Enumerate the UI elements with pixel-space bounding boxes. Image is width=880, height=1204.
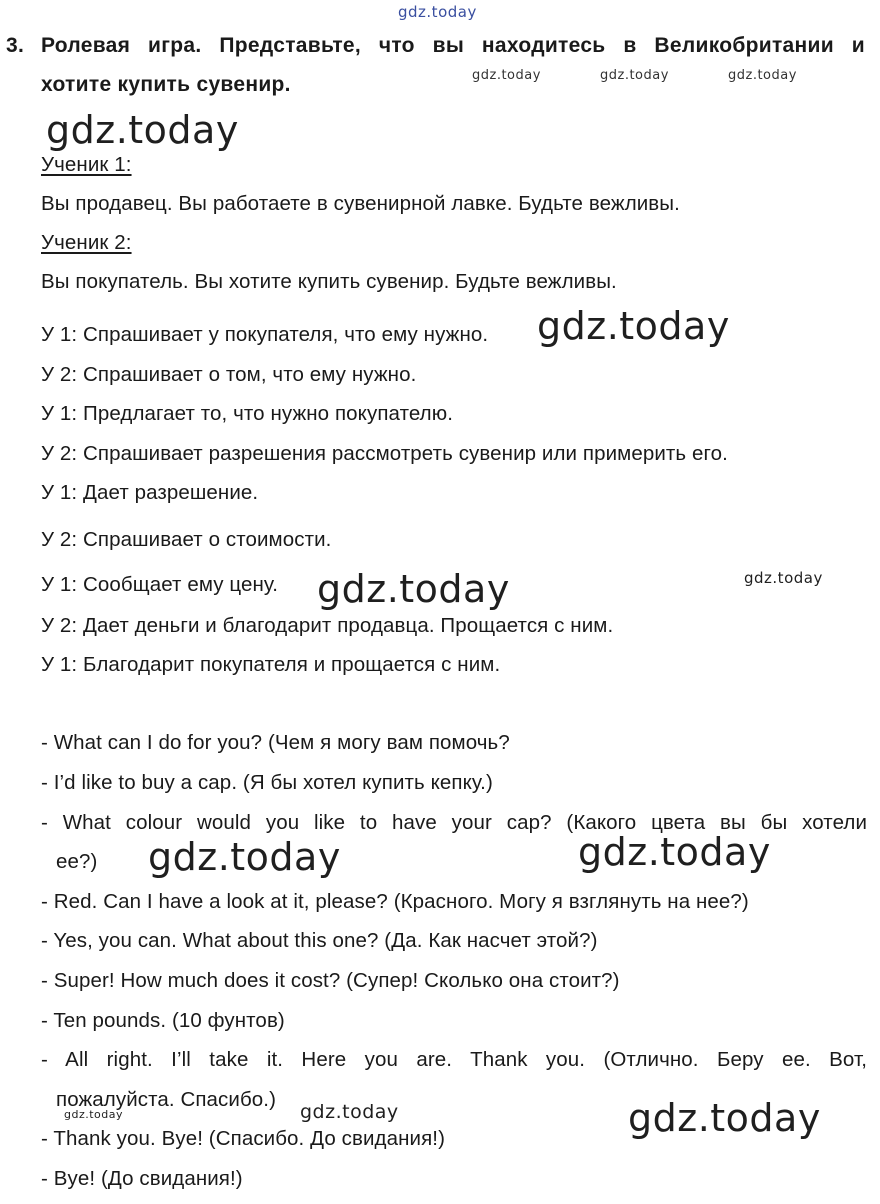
watermark-top: gdz.today — [398, 3, 477, 21]
watermark-small: gdz.today — [472, 68, 541, 83]
watermark-small: gdz.today — [744, 569, 823, 587]
watermark-small: gdz.today — [300, 1101, 399, 1123]
watermark-large: gdz.today — [46, 108, 239, 152]
step-line: У 1: Сообщает ему цену. — [41, 573, 279, 596]
dialogue-line: - What colour would you like to have your cap? (Какого цвета вы бы хотели — [41, 811, 867, 834]
task-title-line1: Ролевая игра. Представьте, что вы находитесь в Великобритании и — [41, 34, 865, 57]
watermark-small: gdz.today — [600, 68, 669, 83]
student1-text: Вы продавец. Вы работаете в сувенирной лавке. Будьте вежливы. — [41, 192, 680, 215]
step-line: У 1: Предлагает то, что нужно покупателю. — [41, 402, 453, 425]
watermark-large: gdz.today — [628, 1096, 821, 1140]
watermark-large: gdz.today — [537, 304, 730, 348]
dialogue-line: - Thank you. Bye! (Спасибо. До свидания!) — [41, 1127, 446, 1150]
dialogue-line: - Yes, you can. What about this one? (Да. Как насчет этой?) — [41, 929, 598, 952]
step-line: У 1: Спрашивает у покупателя, что ему нужно. — [41, 323, 489, 346]
task-title-line2: хотите купить сувенир. — [41, 73, 291, 96]
dialogue-line: - What can I do for you? (Чем я могу вам помочь? — [41, 731, 510, 754]
watermark-large: gdz.today — [578, 830, 771, 874]
dialogue-line: - Super! How much does it cost? (Супер! Сколько она стоит?) — [41, 969, 620, 992]
watermark-small: gdz.today — [728, 68, 797, 83]
student1-label: Ученик 1: — [41, 153, 132, 176]
step-line: У 2: Спрашивает о том, что ему нужно. — [41, 363, 417, 386]
watermark-large: gdz.today — [148, 835, 341, 879]
step-line: У 2: Спрашивает о стоимости. — [41, 528, 332, 551]
step-line: У 1: Дает разрешение. — [41, 481, 259, 504]
student2-text: Вы покупатель. Вы хотите купить сувенир. Будьте вежливы. — [41, 270, 617, 293]
step-line: У 2: Дает деньги и благодарит продавца. Прощается с ним. — [41, 614, 614, 637]
step-line: У 2: Спрашивает разрешения рассмотреть сувенир или примерить его. — [41, 442, 728, 465]
student2-label: Ученик 2: — [41, 231, 132, 254]
task-number: 3. — [6, 34, 25, 57]
dialogue-line: пожалуйста. Спасибо.) — [56, 1088, 277, 1111]
dialogue-line: - Bye! (До свидания!) — [41, 1167, 243, 1190]
dialogue-line: - Ten pounds. (10 фунтов) — [41, 1009, 285, 1032]
watermark-small: gdz.today — [64, 1108, 124, 1121]
dialogue-line: - All right. I’ll take it. Here you are. Thank you. (Отлично. Беру ее. Вот, — [41, 1048, 867, 1071]
watermark-large: gdz.today — [317, 567, 510, 611]
step-line: У 1: Благодарит покупателя и прощается с ним. — [41, 653, 501, 676]
dialogue-line: - Red. Can I have a look at it, please? (Красного. Могу я взглянуть на нее?) — [41, 890, 749, 913]
dialogue-line: - I’d like to buy a cap. (Я бы хотел купить кепку.) — [41, 771, 493, 794]
dialogue-line: ее?) — [56, 850, 98, 873]
